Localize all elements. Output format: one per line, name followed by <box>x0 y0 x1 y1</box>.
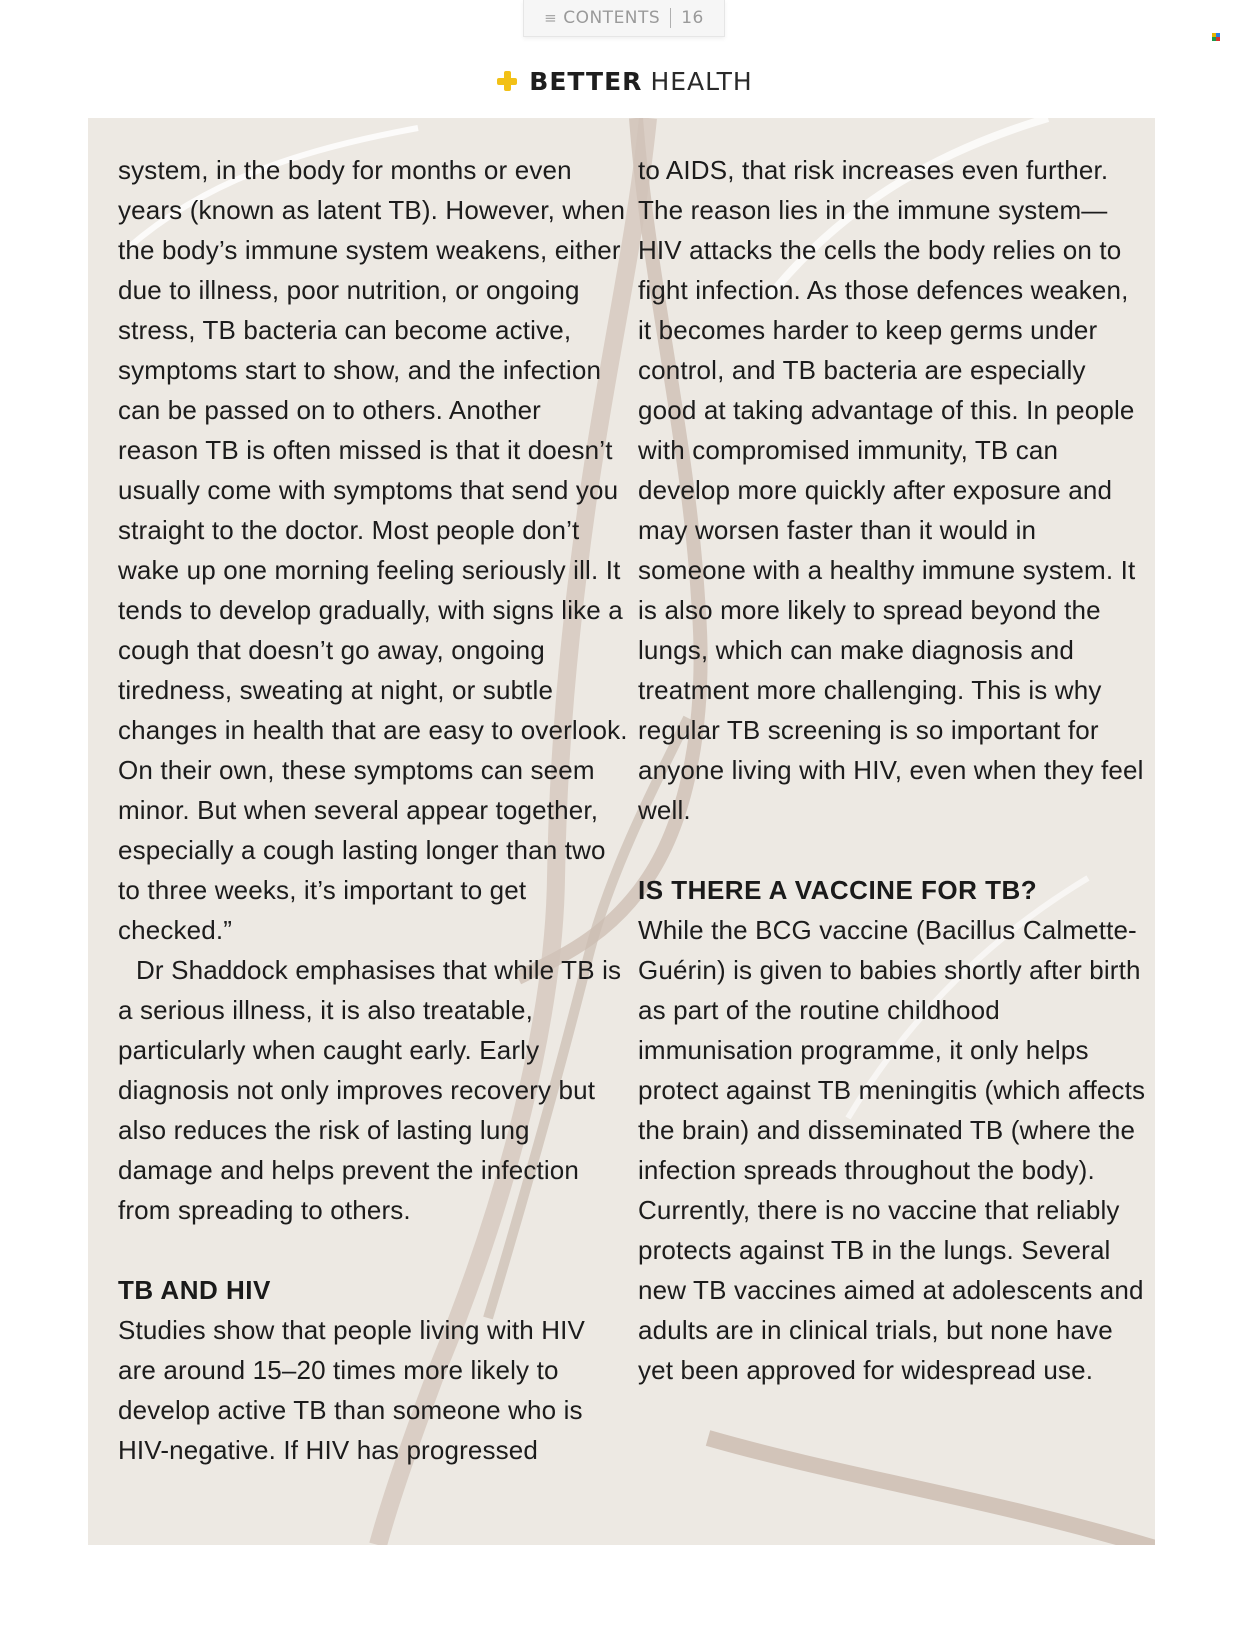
section-heading-vaccine: IS THERE A VACCINE FOR TB? <box>638 875 1038 905</box>
brand-bold: BETTER <box>529 66 643 96</box>
contents-button[interactable] <box>523 0 725 37</box>
section-heading-tb-and-hiv: TB AND HIV <box>118 1275 271 1305</box>
menu-icon: ≡ <box>544 9 558 27</box>
right-paragraph-2: While the BCG vaccine (Bacillus Calmette-Guérin) is given to babies shortly after birth as part of the routine childhood immunisation programme, it only helps protect against TB meningitis (which affects the brain) and disseminated TB (where the infection spreads throughout the body). Currently, there is no vaccine that reliably protects against TB in the lungs. Several new TB vaccines aimed at adolescents and adults are in clinical trials, but none have yet been approved for widespread use. <box>638 915 1146 1385</box>
contents-divider <box>670 8 671 28</box>
corner-logo-icon <box>1212 33 1222 43</box>
article-panel <box>88 118 1155 1545</box>
article-column-right <box>638 150 1148 1390</box>
article-column-left <box>118 150 628 1470</box>
plus-icon <box>497 71 517 91</box>
section-brand <box>0 64 1250 98</box>
page-number: 16 <box>681 8 704 28</box>
right-paragraph-1: to AIDS, that risk increases even further. The reason lies in the immune system—HIV attacks the cells the body relies on to fight infection. As those defences weaken, it becomes harder to keep germs under control, and TB bacteria are especially good at taking advantage of this. In people with compromised immunity, TB can develop more quickly after exposure and may worsen faster than it would in someone with a healthy immune system. It is also more likely to spread beyond the lungs, which can make diagnosis and treatment more challenging. This is why regular TB screening is so important for anyone living with HIV, even when they feel well. <box>638 155 1144 825</box>
left-paragraph-2: Dr Shaddock emphasises that while TB is a serious illness, it is also treatable, particularly when caught early. Early diagnosis not only improves recovery but also reduces the risk of lasting lung damage and helps prevent the infection from spreading to others. <box>118 955 622 1225</box>
left-paragraph-1: system, in the body for months or even years (known as latent TB). However, when the body’s immune system weakens, either due to illness, poor nutrition, or ongoing stress, TB bacteria can become active, symptoms start to show, and the infection can be passed on to others. Another reason TB is often missed is that it doesn’t usually come with symptoms that send you straight to the doctor. Most people don’t wake up one morning feeling seriously ill. It tends to develop gradually, with signs like a cough that doesn’t go away, ongoing tiredness, sweating at night, or subtle changes in health that are easy to overlook. On their own, these symptoms can seem minor. But when several appear together, especially a cough lasting longer than two to three weeks, it’s important to get checked.” <box>118 155 628 945</box>
left-paragraph-3: Studies show that people living with HIV are around 15–20 times more likely to develop active TB than someone who is HIV-negative. If HIV has progressed <box>118 1315 586 1465</box>
brand-light: HEALTH <box>650 66 753 96</box>
contents-label: CONTENTS <box>563 8 661 28</box>
